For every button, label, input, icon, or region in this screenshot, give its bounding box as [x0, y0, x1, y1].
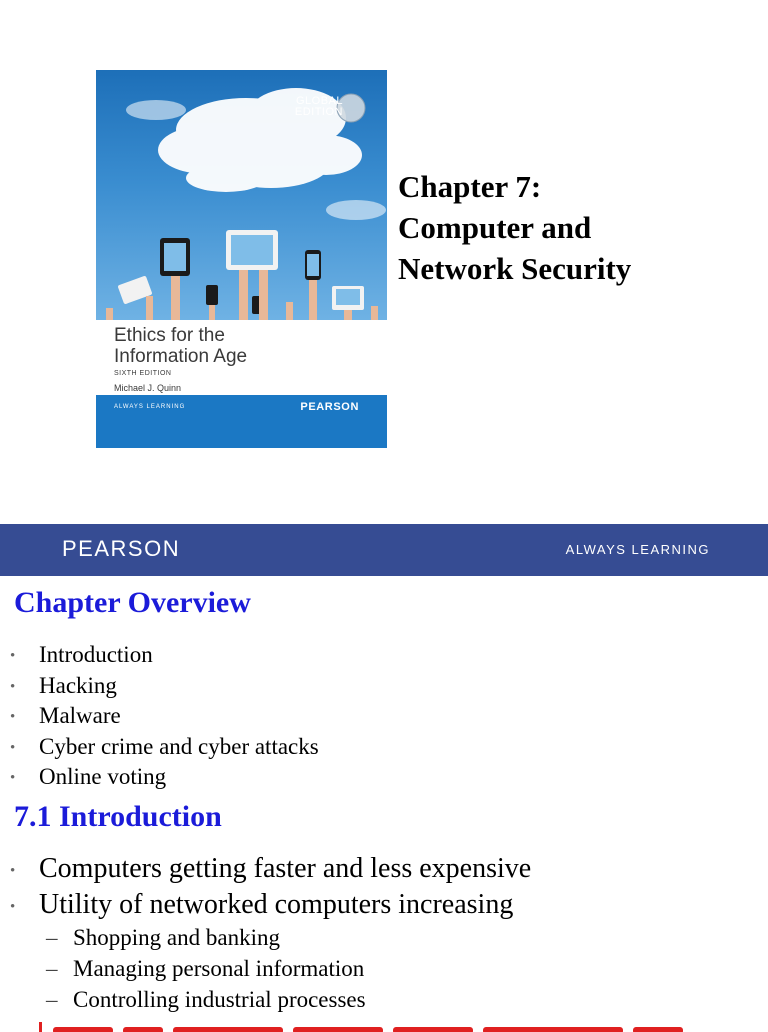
list-item: • Malware — [0, 701, 319, 732]
chapter-title-line-1: Chapter 7: — [398, 169, 542, 204]
overview-list — [0, 640, 319, 793]
book-title-line-1: Ethics for the — [114, 325, 225, 346]
book-edition: SIXTH EDITION — [114, 370, 172, 377]
pearson-banner — [0, 524, 768, 576]
cover-illustration — [96, 70, 387, 320]
cut-off-text-line — [39, 1012, 699, 1032]
list-item: • Computers getting faster and less expensive — [0, 851, 531, 887]
badge-line-1: GLOBAL — [295, 95, 343, 107]
cover-title-area — [96, 320, 387, 395]
chapter-title — [398, 166, 728, 289]
book-cover — [96, 70, 387, 448]
global-edition-badge — [295, 96, 343, 118]
intro-sub-list — [46, 922, 366, 1015]
sub-list-item: – Shopping and banking — [46, 922, 366, 953]
list-item: • Cyber crime and cyber attacks — [0, 732, 319, 763]
book-author: Michael J. Quinn — [114, 383, 182, 393]
overview-heading: Chapter Overview — [14, 586, 251, 619]
pearson-logo: PEARSON — [62, 536, 181, 561]
intro-list — [0, 851, 531, 922]
banner-tagline: ALWAYS LEARNING — [565, 542, 710, 557]
cover-tagline: ALWAYS LEARNING — [114, 404, 186, 410]
badge-line-2: EDITION — [294, 106, 343, 118]
list-item: • Online voting — [0, 762, 319, 793]
cloud-devices-illustration — [96, 70, 387, 320]
book-title — [114, 325, 374, 367]
intro-heading: 7.1 Introduction — [14, 800, 222, 833]
sub-list-item: – Controlling industrial processes — [46, 984, 366, 1015]
chapter-title-line-2: Computer and — [398, 210, 592, 245]
cover-band — [96, 395, 387, 448]
list-item: • Hacking — [0, 671, 319, 702]
sub-list-item: – Managing personal information — [46, 953, 366, 984]
list-item: • Utility of networked computers increasing — [0, 887, 531, 923]
chapter-title-line-3: Network Security — [398, 251, 632, 286]
cut-off-text-fragment — [39, 1014, 699, 1032]
book-title-line-2: Information Age — [114, 346, 248, 367]
cover-publisher: PEARSON — [300, 401, 359, 413]
list-item: • Introduction — [0, 640, 319, 671]
